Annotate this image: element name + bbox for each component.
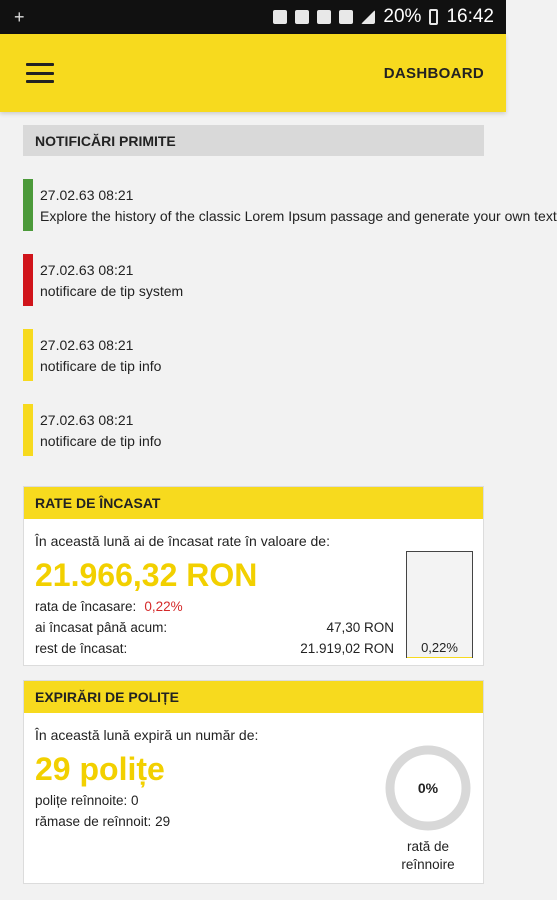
notification-date: 27.02.63 08:21 xyxy=(40,262,134,278)
progress-label: 0,22% xyxy=(421,640,458,655)
menu-icon[interactable] xyxy=(26,63,54,83)
rate-row xyxy=(35,599,183,614)
notification-plus-icon: + xyxy=(14,6,25,27)
donut-caption-line-2: reînnoire xyxy=(401,857,455,872)
donut-caption-line-1: rată de xyxy=(406,839,450,854)
rates-amount: 21.966,32 RON xyxy=(35,557,258,593)
collected-value: 47,30 RON xyxy=(326,620,394,635)
rates-card[interactable] xyxy=(23,486,484,666)
donut-label: 0% xyxy=(417,780,439,796)
notification-item[interactable] xyxy=(23,179,557,233)
collected-label: ai încasat până acum: xyxy=(35,620,168,635)
notification-date: 27.02.63 08:21 xyxy=(40,337,134,353)
status-bar xyxy=(0,0,506,34)
clock: 16:42 xyxy=(446,6,494,27)
rates-intro: În această lună ai de încasat rate în valoare de: xyxy=(35,533,330,549)
renewal-donut-chart xyxy=(383,743,473,833)
notification-color-bar xyxy=(23,329,33,381)
notification-text: notificare de tip system xyxy=(40,283,184,299)
notification-color-bar xyxy=(23,179,33,231)
remaining-value: 21.919,02 RON xyxy=(300,641,394,656)
notification-date: 27.02.63 08:21 xyxy=(40,187,134,203)
notification-item[interactable] xyxy=(23,254,484,308)
wifi-icon xyxy=(339,10,353,24)
notification-text: Explore the history of the classic Lorem Ipsum passage and generate your own text xyxy=(40,208,557,224)
status-icons xyxy=(273,6,494,28)
policies-count: 29 polițe xyxy=(35,751,165,787)
rate-label: rata de încasare: xyxy=(35,599,137,614)
notification-text: notificare de tip info xyxy=(40,358,162,374)
battery-icon xyxy=(429,9,438,25)
renewed-count: polițe reînnoite: 0 xyxy=(35,793,139,808)
remaining-label: rest de încasat: xyxy=(35,641,128,656)
alarm-icon xyxy=(317,10,331,24)
signal-icon xyxy=(361,10,375,24)
notifications-header: NOTIFICĂRI PRIMITE xyxy=(23,125,484,156)
rate-value: 0,22% xyxy=(144,599,183,614)
sim-icon xyxy=(273,10,287,24)
to-renew-count: rămase de reînnoit: 29 xyxy=(35,814,171,829)
mute-icon xyxy=(295,10,309,24)
donut-caption xyxy=(383,838,473,874)
notification-date: 27.02.63 08:21 xyxy=(40,412,134,428)
rates-card-header: RATE DE ÎNCASAT xyxy=(24,487,483,519)
policies-card-header: EXPIRĂRI DE POLIȚE xyxy=(24,681,483,713)
notification-color-bar xyxy=(23,254,33,306)
collection-progress-bar xyxy=(406,551,473,658)
app-bar xyxy=(0,34,506,112)
notification-color-bar xyxy=(23,404,33,456)
policies-intro: În această lună expiră un număr de: xyxy=(35,727,259,743)
notification-item[interactable] xyxy=(23,329,484,383)
policies-card[interactable] xyxy=(23,680,484,884)
battery-percent: 20% xyxy=(383,6,422,27)
app-bar-title[interactable]: DASHBOARD xyxy=(383,64,484,82)
notification-text: notificare de tip info xyxy=(40,433,162,449)
notification-item[interactable] xyxy=(23,404,484,458)
